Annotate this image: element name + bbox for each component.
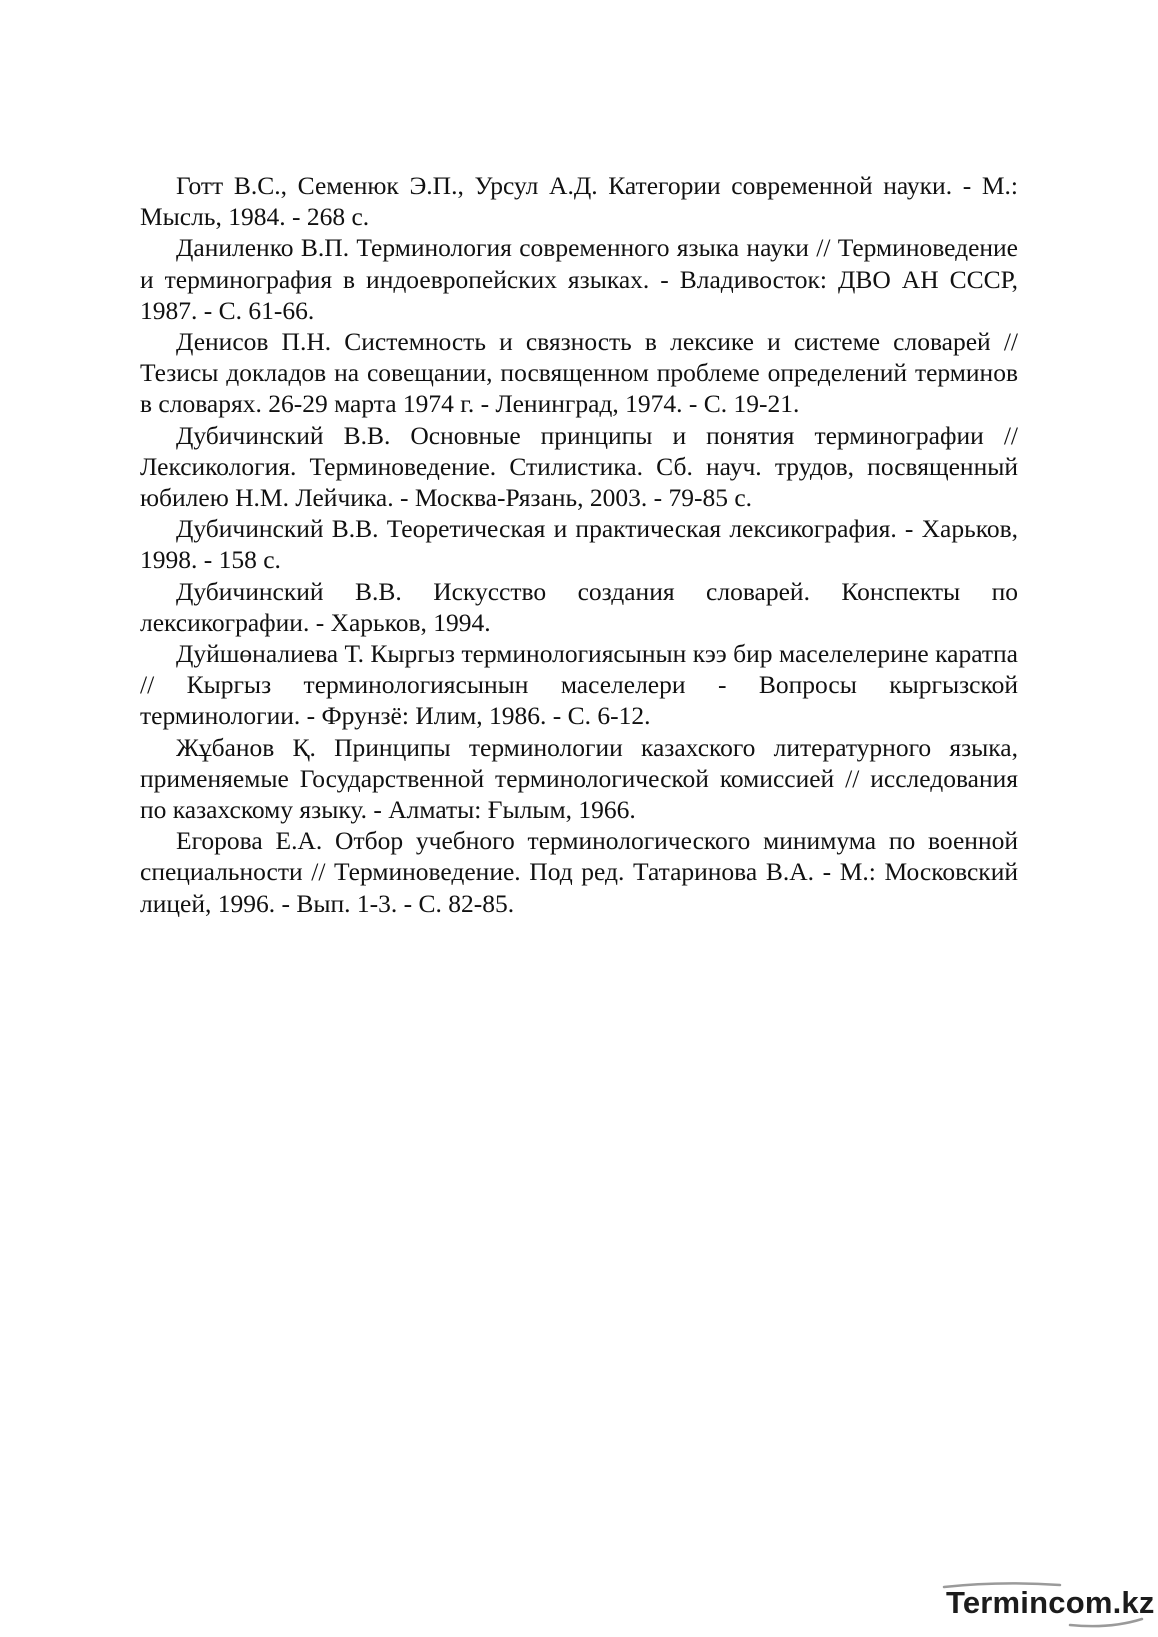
reference-entry: Дубичинский В.В. Теоретическая и практическая лексикография. - Харьков, 1998. - 158 с. <box>140 514 1018 575</box>
reference-entry: Даниленко В.П. Терминология современного языка науки // Терминоведение и терминография в индоевропейских языках. - Владивосток: ДВО АН СССР, 1987. - С. 61-66. <box>140 233 1018 325</box>
reference-entry: Дубичинский В.В. Основные принципы и понятия терминографии // Лексикология. Терминоведение. Стилистика. Сб. науч. трудов, посвященный юбилею Н.М. Лейчика. - Москва-Рязань, 2003. - 79-85 с. <box>140 420 1018 513</box>
termincom-logo <box>946 1583 1155 1633</box>
reference-entry: Егорова Е.А. Отбор учебного терминологического минимума по военной специальности // Терминоведение. Под ред. Татаринова В.А. - М.: Московский лицей, 1996. - Вып. 1-3. - С. 82-85. <box>140 826 1018 918</box>
reference-entry: Денисов П.Н. Системность и связность в лексике и системе словарей // Тезисы докладов на совещании, посвященном проблеме определений терминов в словарях. 26-29 марта 1974 г. - Ленинград, 1974. - С. 19-21. <box>140 327 1018 419</box>
reference-entry: Готт В.С., Семенюк Э.П., Урсул А.Д. Категории современной науки. - М.: Мысль, 1984. - 268 с. <box>140 171 1018 232</box>
logo-text: Termincom.kz <box>946 1585 1155 1620</box>
reference-entry: Жұбанов Қ. Принципы терминологии казахского литературного языка, применяемые Государственной терминологической комиссией // исследования по казахскому языку. - Алматы: Ғылым, 1966. <box>140 732 1018 825</box>
reference-entry: Дубичинский В.В. Искусство создания словарей. Конспекты по лексикографии. - Харьков, 1994. <box>140 576 1018 637</box>
reference-entry: Дуйшөналиева Т. Кыргыз терминологиясынын кээ бир маселелерине каратпа // Кыргыз терминологиясынын маселелери - Вопросы кыргызской терминологии. - Фрунзё: Илим, 1986. - С. 6-12. <box>140 639 1018 731</box>
reference-list <box>140 170 1018 919</box>
